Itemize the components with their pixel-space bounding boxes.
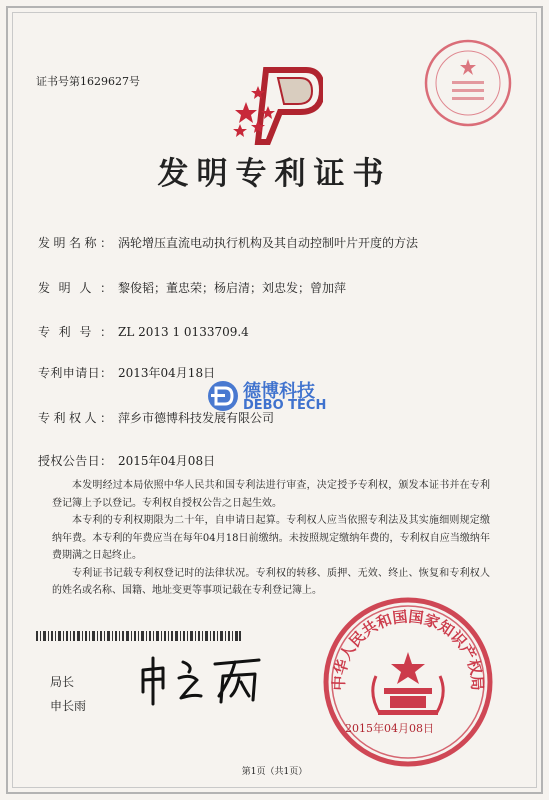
field-label: 专利申请日：	[38, 366, 112, 380]
debo-logo-icon	[207, 379, 239, 413]
field-label: 专利号：	[38, 325, 112, 339]
field-label: 专利权人：	[38, 411, 112, 425]
field-value: 2013年04月18日	[118, 366, 216, 380]
field-application-date	[38, 364, 215, 381]
registration-stamp-icon	[422, 37, 514, 129]
official-seal-icon	[318, 590, 498, 770]
watermark-cn: 德博科技	[243, 381, 315, 402]
certificate-number: 证书号第1629627号	[36, 75, 140, 88]
field-value: 萍乡市德博科技发展有限公司	[118, 411, 275, 425]
field-invention-name	[38, 234, 418, 251]
signatory-name: 申长雨	[50, 699, 87, 713]
field-value: 2015年04月08日	[118, 454, 216, 468]
company-watermark	[207, 377, 357, 417]
body-paragraph: 本发明经过本局依照中华人民共和国专利法进行审查，决定授予专利权，颁发本证书并在专利登记簿上予以登记。专利权自授权公告之日起生效。	[52, 480, 490, 509]
field-patent-number	[38, 323, 249, 340]
page-footer: 第1页（共1页）	[241, 767, 308, 777]
watermark-en: DEBO TECH	[243, 398, 327, 413]
field-inventors	[38, 279, 346, 296]
field-label: 发明人：	[38, 281, 112, 295]
handwritten-signature	[135, 648, 275, 708]
sipo-logo-icon	[228, 62, 323, 147]
signatory-title: 局长	[50, 675, 75, 689]
field-value: 黎俊韬；董忠荣；杨启清；刘忠发；曾加萍	[118, 281, 347, 295]
page-title: 发明专利证书	[157, 156, 392, 192]
field-value: 涡轮增压直流电动执行机构及其自动控制叶片开度的方法	[118, 236, 419, 250]
field-label: 发明名称：	[38, 236, 112, 250]
barcode	[36, 631, 241, 641]
seal-text: 中华人民共和国国家知识产权局	[329, 607, 487, 691]
certificate-body	[52, 477, 490, 600]
body-paragraph: 本专利的专利权期限为二十年，自申请日起算。专利权人应当依照专利法及其实施细则规定缴纳年费。本专利的年费应当在每年04月18日前缴纳。未按照规定缴纳年费的，专利权自应当缴纳年费期满之日起终止。	[52, 515, 490, 561]
field-grant-date	[38, 452, 215, 469]
field-label: 授权公告日：	[38, 454, 112, 468]
body-paragraph: 专利证书记载专利权登记时的法律状况。专利权的转移、质押、无效、终止、恢复和专利权人的姓名或名称、国籍、地址变更等事项记载在专利登记簿上。	[52, 567, 490, 596]
field-value: ZL 2013 1 0133709.4	[118, 325, 249, 339]
seal-date: 2015年04月08日	[345, 722, 434, 735]
